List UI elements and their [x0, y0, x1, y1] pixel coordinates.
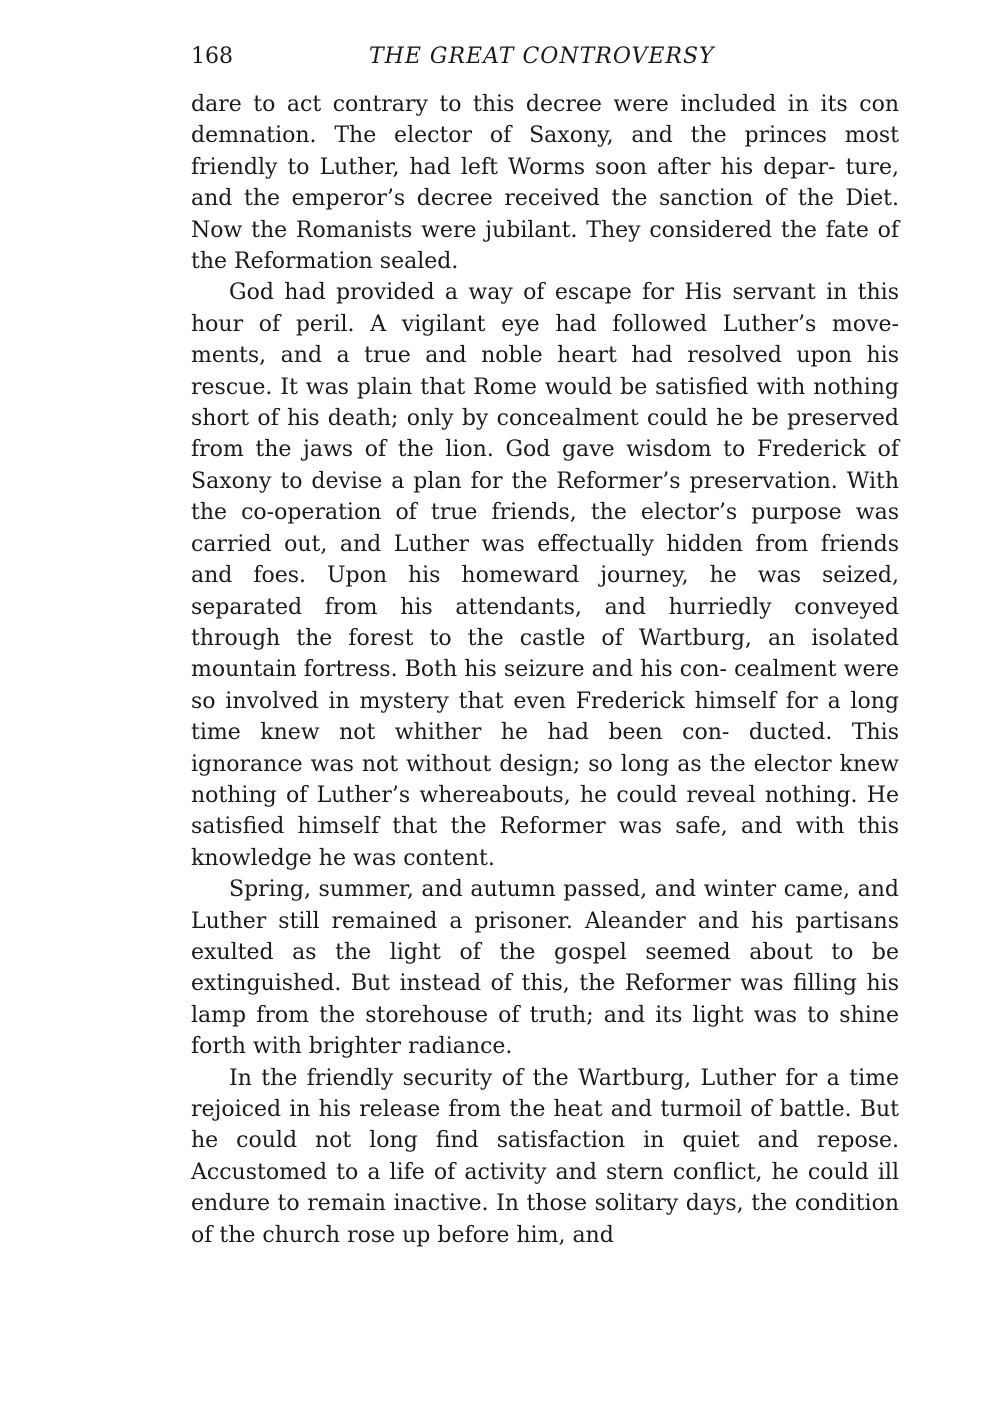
paragraph-seasons: Spring, summer, and autumn passed, and winter came, and Luther still remained a prisoner. Aleander and his partisans exulted as the light of the gospel seemed about to be extinguished. But instead of this, the Reformer was filling his lamp from the storehouse of truth; and its light was to shine forth with brighter radiance. [191, 877, 899, 1060]
book-title: THE GREAT CONTROVERSY [369, 44, 715, 69]
body-text [191, 89, 899, 1251]
running-header [191, 40, 899, 74]
paragraph-continued: dare to act contrary to this decree were included in its con demnation. The elector of Saxony, and the princes most friendly to Luther, had left Worms soon after his depar- ture, and the emperor’s decree received the sanction of the Diet. Now the Romanists were jubilant. They considered the fate of the Reformation sealed. [191, 92, 899, 275]
page-number: 168 [191, 44, 233, 69]
paragraph-escape: God had provided a way of escape for His servant in this hour of peril. A vigilant eye had followed Luther’s move- ments, and a true and noble heart had resolved upon his rescue. It was plain that Rome would be satisfied with nothing short of his death; only by concealment could he be preserved from the jaws of the lion. God gave wisdom to Frederick of Saxony to devise a plan for the Reformer’s preservation. With the co-operation of true friends, the elector’s purpose was carried out, and Luther was effectually hidden from friends and foes. Upon his homeward journey, he was seized, separated from his attendants, and hurriedly conveyed through the forest to the castle of Wartburg, an isolated mountain fortress. Both his seizure and his con- cealment were so involved in mystery that even Frederick himself for a long time knew not whither he had been con- ducted. This ignorance was not without design; so long as the elector knew nothing of Luther’s whereabouts, he could reveal nothing. He satisfied himself that the Reformer was safe, and with this knowledge he was content. [191, 280, 899, 871]
paragraph-wartburg: In the friendly security of the Wartburg, Luther for a time rejoiced in his release from the heat and turmoil of battle. But he could not long find satisfaction in quiet and repose. Accustomed to a life of activity and stern conflict, he could ill endure to remain inactive. In those solitary days, the condition of the church rose up before him, and [191, 1065, 899, 1248]
book-page [191, 40, 899, 1251]
